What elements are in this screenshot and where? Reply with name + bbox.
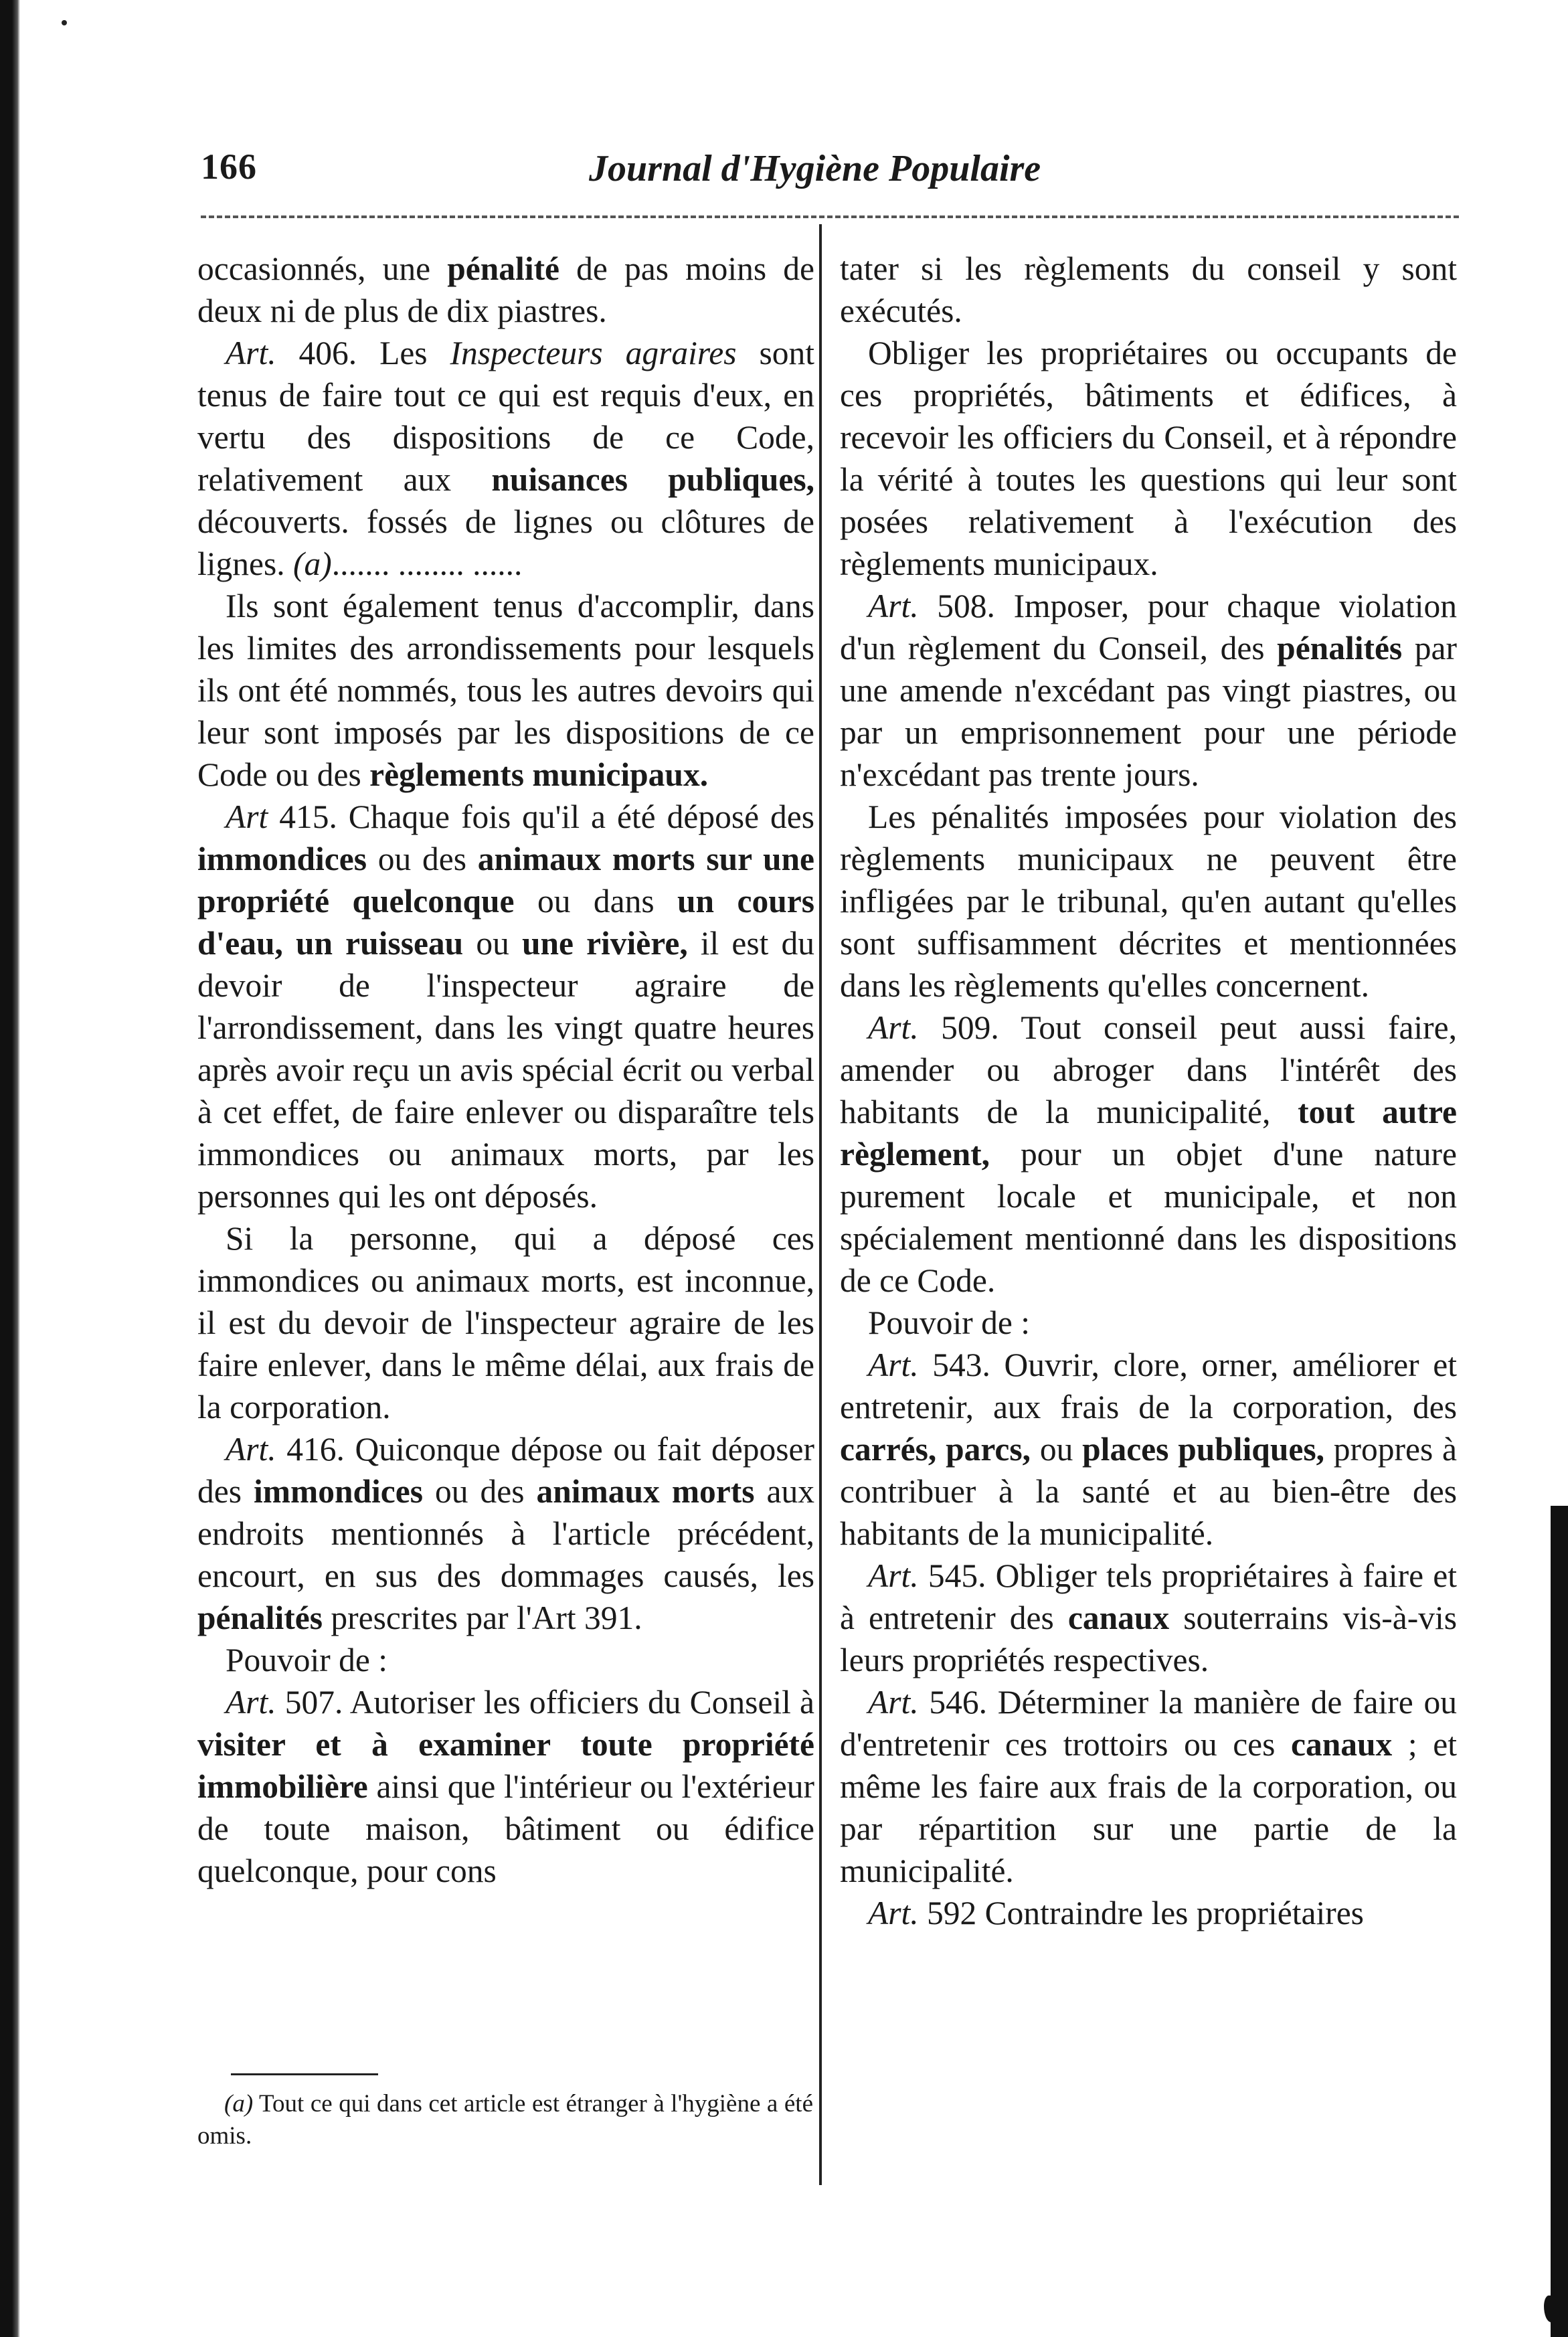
left-column [197, 248, 814, 1892]
bold-text: immondices [254, 1473, 423, 1510]
page-number: 166 [201, 147, 257, 187]
italic-text: Art. [868, 1557, 919, 1594]
bold-text: canaux [1067, 1599, 1170, 1636]
text-run: 508. Imposer, pour chaque violation d'un règlement du Conseil, des [840, 588, 1457, 667]
text-run: par une amende n'excédant pas vingt piastres, ou par un emprisonnement pour une période n'excédant pas trente jours. [840, 630, 1457, 793]
paragraph [197, 1217, 814, 1428]
text-run: aux endroits mentionnés à l'article précédent, encourt, en sus des dommages causés, les [197, 1473, 815, 1594]
footnote [197, 2088, 813, 2152]
text-run: propres à contribuer à la santé et au bien-être des habitants de la municipalité. [840, 1431, 1457, 1552]
bold-text: canaux [1291, 1726, 1393, 1763]
text-run: pour un objet d'une nature purement locale et municipale, et non spécialement mentionné dans les dispositions de ce Code. [840, 1136, 1457, 1299]
italic-text: Art. [226, 1431, 276, 1468]
text-run: ainsi que l'intérieur ou l'extérieur de toute maison, bâtiment ou édifice quelconque, pour cons [197, 1768, 814, 1889]
paragraph [840, 796, 1457, 1007]
text-run: Ils sont également tenus d'accomplir, dans les limites des arrondissements pour lesquels ils ont été nommés, tous les autres devoirs qui leur sont imposés par les dispositions de ce Code ou des [197, 588, 814, 793]
italic-text: (a) [293, 545, 332, 582]
footnote-rule [231, 2073, 378, 2075]
paragraph [840, 1302, 1457, 1344]
italic-text: Art. [226, 335, 276, 371]
scan-edge-left [0, 0, 20, 2337]
paragraph [197, 332, 814, 585]
paragraph [840, 332, 1457, 585]
text-run: 545. Obliger tels propriétaires à faire et à entretenir des [840, 1557, 1457, 1636]
footnote-marker: (a) [224, 2090, 254, 2117]
text-run: ou des [423, 1473, 537, 1510]
text-run: ou [1031, 1431, 1083, 1468]
bold-text: immondices [197, 841, 367, 877]
italic-text: Art. [868, 1895, 919, 1931]
bold-text: une rivière, [521, 925, 688, 962]
text-run: Si la personne, qui a déposé ces immondices ou animaux morts, est inconnue, il est du devoir de l'inspecteur agraire de les faire enlever, dans le même délai, aux frais de la corporation. [197, 1220, 814, 1425]
paragraph [197, 1428, 814, 1639]
column-rule [819, 224, 822, 2185]
text-run: tater si les règlements du conseil y sont exécutés. [840, 250, 1457, 329]
scan-edge-right [1551, 1506, 1568, 2337]
text-run: 507. Autoriser les officiers du Conseil à [276, 1684, 814, 1721]
text-run: Pouvoir de : [868, 1304, 1030, 1341]
paragraph [197, 585, 814, 796]
italic-text: Art. [868, 1347, 919, 1383]
italic-text: Art. [868, 1684, 919, 1721]
bold-text: places publiques, [1082, 1431, 1324, 1468]
text-run: ou des [367, 841, 478, 877]
bold-text: pénalités [1277, 630, 1403, 667]
text-run: de pas moins de deux ni de plus de dix piastres. [197, 250, 814, 329]
italic-text: Art. [868, 588, 919, 624]
text-run: 406. Les [276, 335, 450, 371]
text-run: souterrains vis-à-vis leurs propriétés respectives. [840, 1599, 1457, 1678]
text-run: 543. Ouvrir, clore, orner, améliorer et entretenir, aux frais de la corporation, des [840, 1347, 1457, 1425]
paragraph [197, 1681, 814, 1892]
text-run: sont tenus de faire tout ce qui est requis d'eux, en vertu des dispositions de ce Code, relativement aux [197, 335, 814, 498]
italic-text: Art [226, 798, 268, 835]
paragraph [197, 248, 814, 332]
text-run: occasionnés, une [197, 250, 448, 287]
paragraph [840, 1007, 1457, 1302]
bold-text: nuisances publiques, [491, 461, 814, 498]
text-run: 592 Contraindre les propriétaires [918, 1895, 1364, 1931]
bold-text: visiter et à examiner toute propriété immobilière [197, 1726, 814, 1805]
paragraph [840, 1681, 1457, 1892]
bold-text: pénalité [447, 250, 560, 287]
paragraph [840, 1344, 1457, 1555]
bold-text: animaux morts [536, 1473, 755, 1510]
bold-text: carrés, parcs, [840, 1431, 1031, 1468]
italic-text: Art. [226, 1684, 276, 1721]
header-rule [201, 215, 1459, 218]
text-run: il est du devoir de l'inspecteur agraire de l'arrondissement, dans les vingt quatre heures après avoir reçu un avis spécial écrit ou verbal à cet effet, de faire enlever ou disparaître tels immondices ou animaux morts, par les personnes qui les ont déposés. [197, 925, 815, 1215]
text-run: 415. Chaque fois qu'il a été déposé des [268, 798, 814, 835]
text-run: ou dans [514, 883, 678, 920]
text-run: ; et même les faire aux frais de la corporation, ou par répartition sur une partie de la municipalité. [840, 1726, 1457, 1889]
page-header [201, 146, 1459, 199]
bold-text: un cours d'eau, un ruisseau [197, 883, 814, 962]
italic-text: Inspecteurs agraires [450, 335, 737, 371]
text-run: 509. Tout conseil peut aussi faire, amender ou abroger dans l'intérêt des habitants de la municipalité, [840, 1009, 1457, 1130]
paragraph [840, 248, 1457, 332]
text-run: Les pénalités imposées pour violation des règlements municipaux ne peuvent être infligées par le tribunal, qu'en autant qu'elles sont suffisamment décrites et mentionnées dans les règlements qu'elles concernent. [840, 798, 1457, 1004]
text-run: ....... ........ ...... [331, 545, 523, 582]
paragraph [840, 585, 1457, 796]
bold-text: tout autre règlement, [840, 1094, 1457, 1173]
text-run: découverts. fossés de lignes ou clôtures de lignes. [197, 503, 814, 582]
paragraph [197, 796, 814, 1217]
bold-text: animaux morts sur une propriété quelconque [197, 841, 814, 920]
running-title: Journal d'Hygiène Populaire [589, 148, 1041, 189]
text-run: prescrites par l'Art 391. [323, 1599, 642, 1636]
scan-speck [62, 20, 67, 25]
footnote-text: Tout ce qui dans cet article est étranger à l'hygiène a été omis. [197, 2090, 813, 2150]
text-run: ou [463, 925, 522, 962]
text-run: Pouvoir de : [226, 1642, 387, 1678]
right-column [840, 248, 1457, 1934]
text-run: 416. Quiconque dépose ou fait déposer des [197, 1431, 814, 1510]
bold-text: pénalités [197, 1599, 323, 1636]
text-run: 546. Déterminer la manière de faire ou d'entretenir ces trottoirs ou ces [840, 1684, 1457, 1763]
paragraph [840, 1555, 1457, 1681]
bold-text: règlements municipaux. [369, 756, 709, 793]
paragraph [840, 1892, 1457, 1934]
text-run: Obliger les propriétaires ou occupants de ces propriétés, bâtiments et édifices, à recevoir les officiers du Conseil, et à répondre la vérité à toutes les questions qui leur sont posées relativement à l'exécution des règlements municipaux. [840, 335, 1457, 582]
paragraph [197, 1639, 814, 1681]
italic-text: Art. [868, 1009, 919, 1046]
